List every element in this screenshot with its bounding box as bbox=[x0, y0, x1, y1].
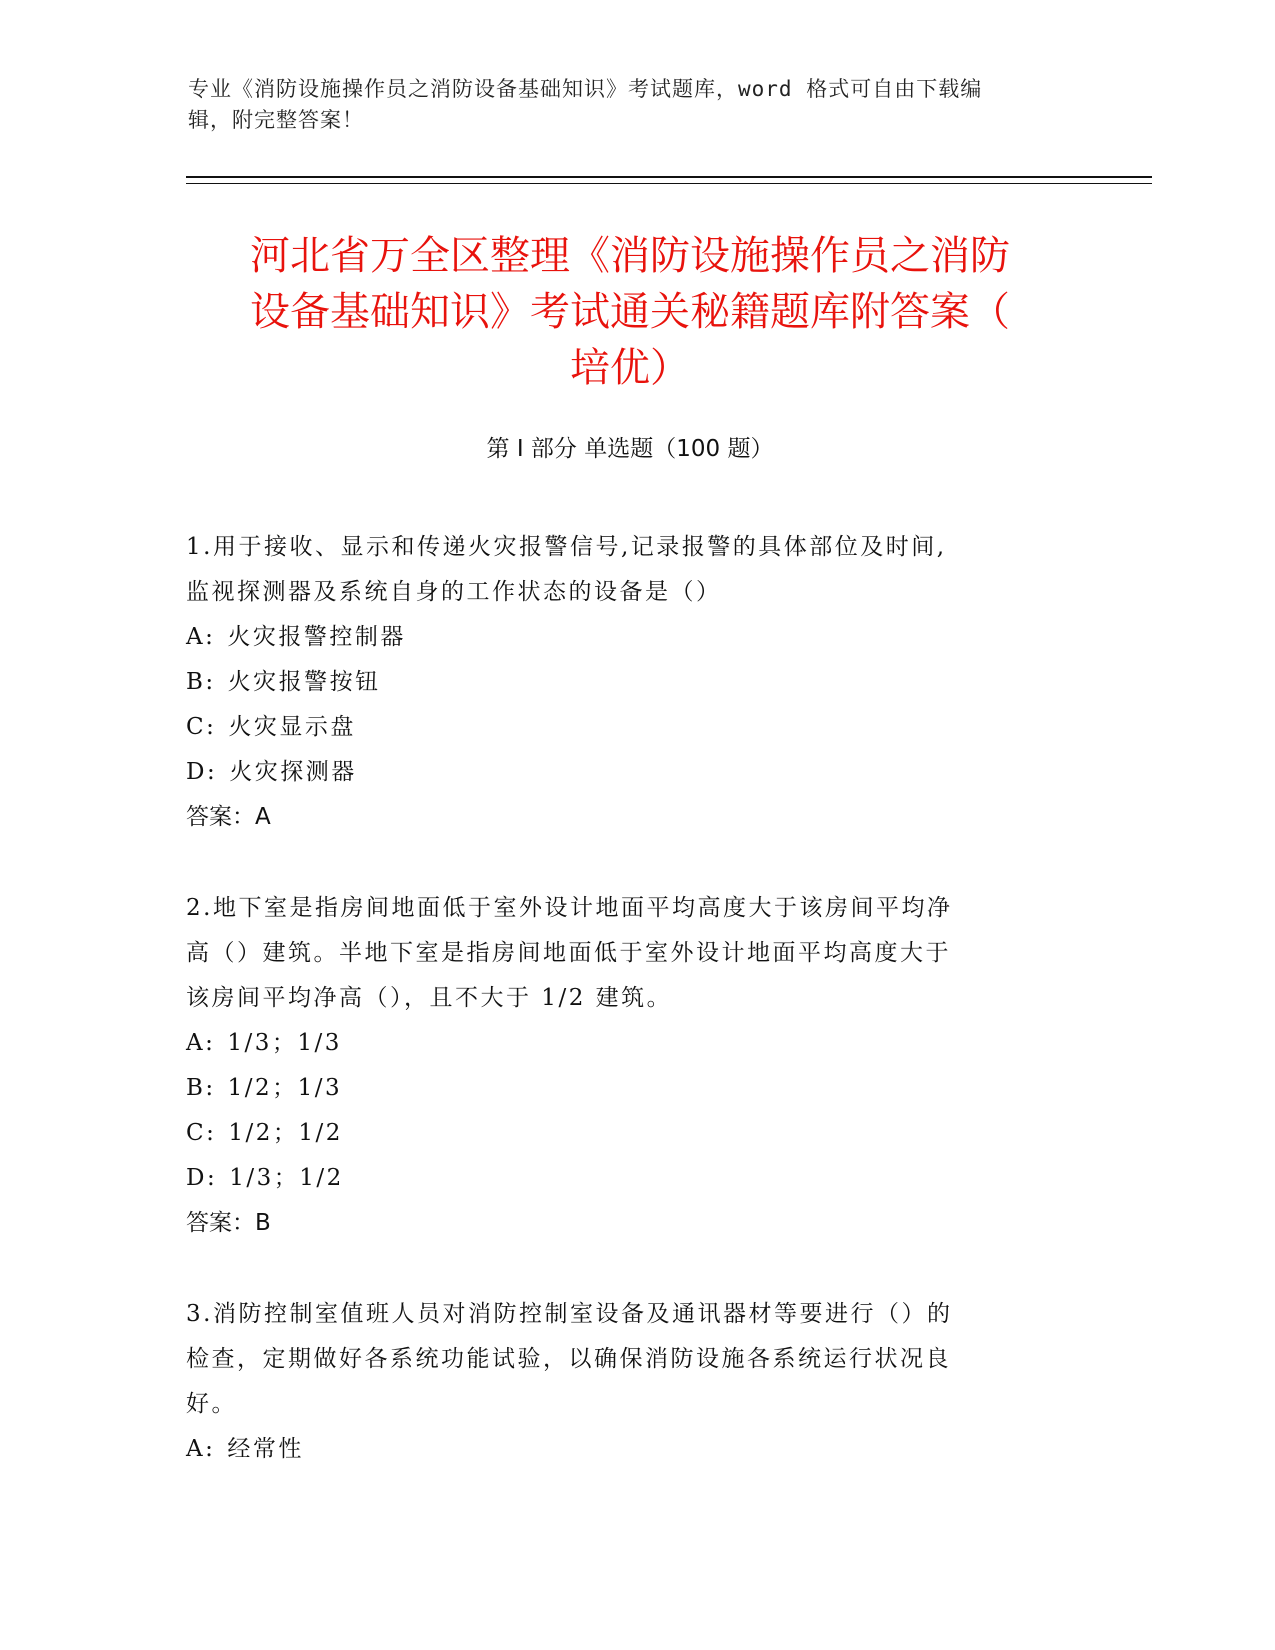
header-note-line-2: 辑，附完整答案！ bbox=[188, 108, 364, 132]
document-title bbox=[190, 228, 1070, 396]
option-label: B: bbox=[186, 1075, 216, 1101]
document-title-line-2: 设备基础知识》考试通关秘籍题库附答案（ bbox=[250, 289, 1010, 335]
header-divider-thick bbox=[186, 176, 1152, 178]
option-text: 火灾探测器 bbox=[229, 759, 357, 785]
question-stem bbox=[186, 886, 1066, 1021]
option-text: 1/2；1/2 bbox=[228, 1120, 343, 1146]
option-label: A: bbox=[186, 1436, 216, 1462]
answer-line: 答案：A bbox=[186, 804, 271, 830]
option-d bbox=[186, 1156, 1066, 1201]
question-list bbox=[186, 525, 1066, 1518]
option-label: D: bbox=[186, 1165, 218, 1191]
option-text: 1/3；1/3 bbox=[227, 1030, 342, 1056]
question-stem-line: 该房间平均净高（），且不大于 1/2 建筑。 bbox=[186, 985, 673, 1011]
question-item bbox=[186, 886, 1066, 1246]
document-title-line-1: 河北省万全区整理《消防设施操作员之消防 bbox=[250, 233, 1010, 279]
option-b bbox=[186, 1066, 1066, 1111]
option-a bbox=[186, 615, 1066, 660]
option-a bbox=[186, 1021, 1066, 1066]
option-text: 火灾报警按钮 bbox=[227, 669, 381, 695]
question-stem bbox=[186, 525, 1066, 615]
option-text: 1/2；1/3 bbox=[227, 1075, 343, 1101]
question-item bbox=[186, 525, 1066, 840]
section-heading: 第 I 部分 单选题（100 题） bbox=[486, 436, 774, 462]
question-item bbox=[186, 1292, 1066, 1472]
option-label: B: bbox=[186, 669, 216, 695]
header-divider-thin bbox=[186, 183, 1152, 184]
header-note bbox=[188, 74, 1068, 136]
question-stem-line: 1.用于接收、显示和传递火灾报警信号,记录报警的具体部位及时间, bbox=[186, 534, 947, 560]
option-label: C: bbox=[186, 714, 217, 740]
option-label: C: bbox=[186, 1120, 217, 1146]
option-text: 经常性 bbox=[227, 1436, 304, 1462]
document-title-line-3: 培优） bbox=[570, 345, 690, 391]
question-stem-line: 好。 bbox=[186, 1391, 237, 1417]
question-stem bbox=[186, 1292, 1066, 1427]
answer-line: 答案：B bbox=[186, 1210, 271, 1236]
option-d bbox=[186, 750, 1066, 795]
question-stem-line: 检查，定期做好各系统功能试验，以确保消防设施各系统运行状况良 bbox=[186, 1346, 951, 1372]
option-label: A: bbox=[186, 624, 216, 650]
question-stem-line: 高（）建筑。半地下室是指房间地面低于室外设计地面平均高度大于 bbox=[186, 940, 951, 966]
option-a bbox=[186, 1427, 1066, 1472]
option-b bbox=[186, 660, 1066, 705]
option-text: 火灾显示盘 bbox=[228, 714, 356, 740]
option-c bbox=[186, 1111, 1066, 1156]
option-label: D: bbox=[186, 759, 218, 785]
question-stem-line: 3.消防控制室值班人员对消防控制室设备及通讯器材等要进行（）的 bbox=[186, 1301, 953, 1327]
option-text: 火灾报警控制器 bbox=[227, 624, 406, 650]
question-stem-line: 2.地下室是指房间地面低于室外设计地面平均高度大于该房间平均净 bbox=[186, 895, 953, 921]
option-c bbox=[186, 705, 1066, 750]
option-label: A: bbox=[186, 1030, 216, 1056]
option-text: 1/3；1/2 bbox=[229, 1165, 344, 1191]
header-note-line-1: 专业《消防设施操作员之消防设备基础知识》考试题库，word 格式可自由下载编 bbox=[188, 77, 983, 101]
question-stem-line: 监视探测器及系统自身的工作状态的设备是（） bbox=[186, 579, 722, 605]
